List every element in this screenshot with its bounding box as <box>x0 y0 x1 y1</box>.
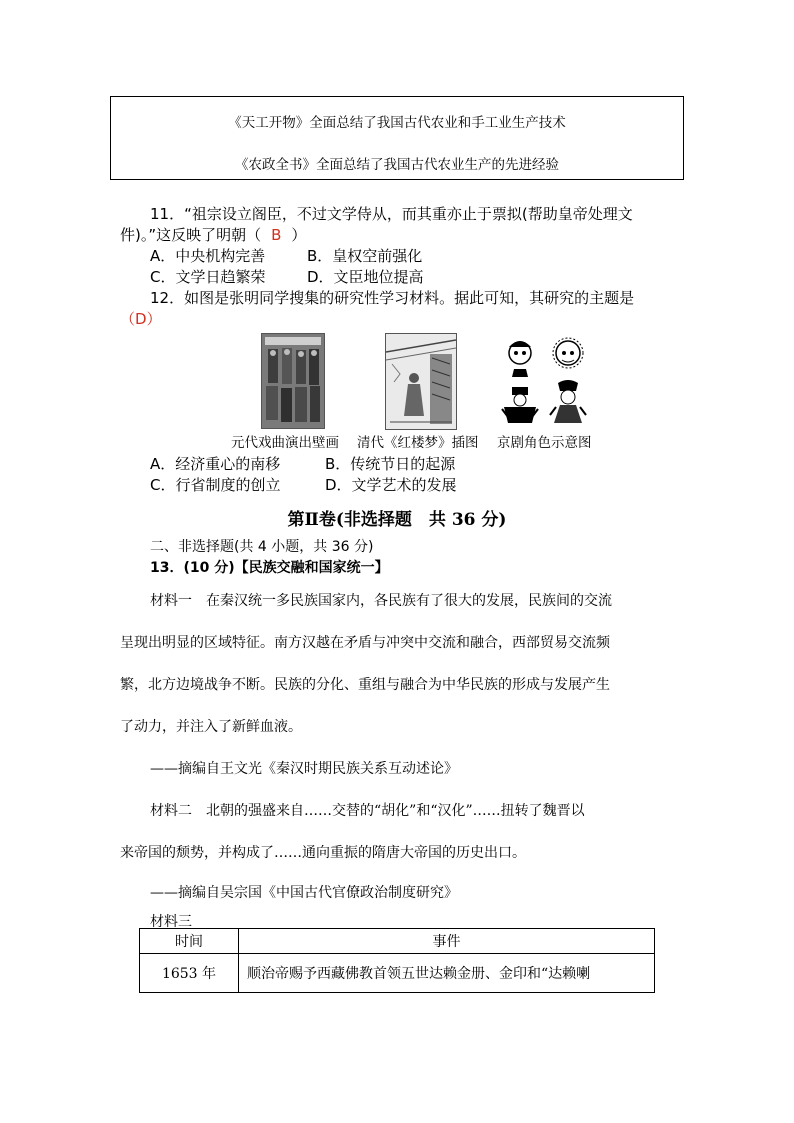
material2-source: ——摘编自吴宗国《中国古代官僚政治制度研究》 <box>150 885 458 901</box>
q11-stem-close: ） <box>291 226 307 244</box>
part2-section-heading: 二、非选择题(共 4 小题，共 36 分) <box>150 539 374 555</box>
q12-answer: （D） <box>120 310 162 328</box>
part2-title: 第Ⅱ卷(非选择题 共 36 分) <box>287 510 507 530</box>
material1-line3: 繁，北方边境战争不断。民族的分化、重组与融合为中华民族的形成与发展产生 <box>120 677 610 693</box>
q11-stem-text: 件)。”这反映了明朝（ <box>120 226 262 244</box>
table-cell-event: 顺治帝赐予西藏佛教首领五世达赖金册、金印和“达赖喇 <box>239 954 655 993</box>
q12-stem-line1: 12．如图是张明同学搜集的研究性学习材料。据此可知，其研究的主题是 <box>150 289 635 307</box>
table-row <box>140 954 655 993</box>
yuan-mural-image <box>261 333 325 429</box>
q11-option-b: B．皇权空前强化 <box>307 247 423 265</box>
material1-line4: 了动力，并注入了新鲜血液。 <box>120 719 302 735</box>
table-cell-time: 1653 年 <box>140 954 239 993</box>
material1-line1: 材料一 在秦汉统一多民族国家内，各民族有了很大的发展，民族间的交流 <box>150 593 612 609</box>
q11-stem-line1: 11．“祖宗设立阁臣，不过文学侍从，而其重亦止于票拟(帮助皇帝处理文 <box>150 205 633 223</box>
q11-option-c: C．文学日趋繁荣 <box>150 268 266 286</box>
material1-source: ——摘编自王文光《秦汉时期民族关系互动述论》 <box>150 761 458 777</box>
q11-stem-line2 <box>120 224 306 245</box>
q11-answer: B <box>271 226 282 244</box>
table-header-row <box>140 929 655 954</box>
q11-option-d: D．文臣地位提高 <box>307 268 424 286</box>
knowledge-box <box>110 96 684 180</box>
material3-label: 材料三 <box>150 914 192 930</box>
hongloumeng-illustration <box>385 333 457 430</box>
q12-option-d: D．文学艺术的发展 <box>325 476 457 494</box>
caption-peking-opera: 京剧角色示意图 <box>497 435 592 451</box>
table-header-event: 事件 <box>239 929 655 954</box>
q12-option-c: C．行省制度的创立 <box>150 476 281 494</box>
material2-line1: 材料二 北朝的强盛来自……交替的“胡化”和“汉化”……扭转了魏晋以 <box>150 803 585 819</box>
caption-yuan-mural: 元代戏曲演出壁画 <box>231 435 339 451</box>
material3-table <box>139 928 655 993</box>
material1-line2: 呈现出明显的区域特征。南方汉越在矛盾与冲突中交流和融合，西部贸易交流频 <box>120 635 610 651</box>
box-line-2: 《农政全书》全面总结了我国古代农业生产的先进经验 <box>235 157 559 173</box>
peking-opera-figures <box>498 333 594 427</box>
q12-option-b: B．传统节日的起源 <box>325 455 456 473</box>
box-line-1: 《天工开物》全面总结了我国古代农业和手工业生产技术 <box>228 115 566 131</box>
q11-option-a: A．中央机构完善 <box>150 247 266 265</box>
q12-option-a: A．经济重心的南移 <box>150 455 281 473</box>
q13-heading: 13．(10 分)【民族交融和国家统一】 <box>150 560 389 576</box>
caption-hongloumeng: 清代《红楼梦》插图 <box>357 435 479 451</box>
table-header-time: 时间 <box>140 929 239 954</box>
material2-line2: 来帝国的颓势，并构成了……通向重振的隋唐大帝国的历史出口。 <box>120 845 526 861</box>
